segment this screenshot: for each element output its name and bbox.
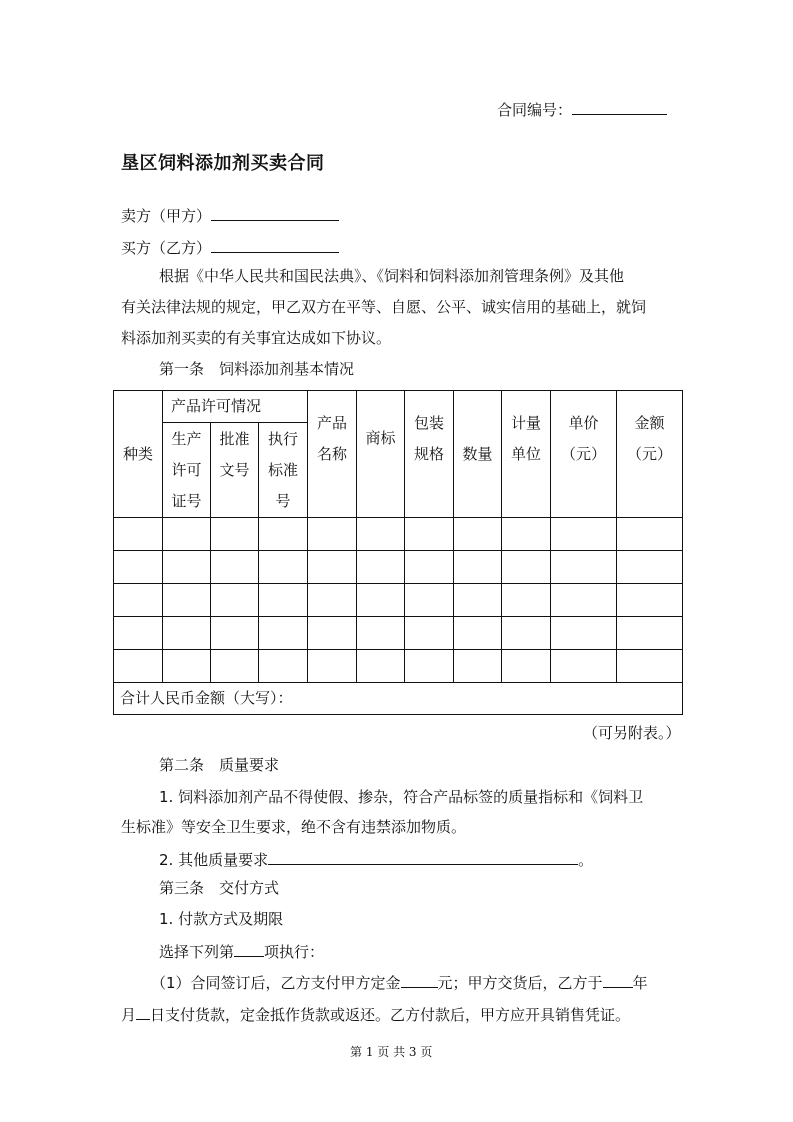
contract-number-blank[interactable] bbox=[572, 98, 667, 115]
header-license-group: 产品许可情况 bbox=[163, 391, 308, 423]
contract-number-label: 合同编号： bbox=[497, 101, 573, 119]
table-row[interactable] bbox=[114, 650, 683, 683]
seller-label: 卖方（甲方） bbox=[121, 207, 212, 225]
header-kind: 种类 bbox=[114, 391, 163, 518]
header-license-number: 生产 许可 证号 bbox=[163, 423, 211, 518]
quality-item-1-line-1: 1. 饲料添加剂产品不得使假、掺杂，符合产品标签的质量指标和《饲料卫 bbox=[159, 788, 644, 806]
table-row[interactable] bbox=[114, 617, 683, 650]
buyer-label: 买方（乙方） bbox=[121, 239, 212, 257]
article-3-heading: 第三条 交付方式 bbox=[159, 879, 280, 897]
table-row[interactable] bbox=[114, 551, 683, 584]
header-trademark: 商标 bbox=[357, 391, 405, 518]
header-package: 包装 规格 bbox=[405, 391, 454, 518]
month-blank[interactable] bbox=[136, 1003, 150, 1020]
option-1-line-2: 月 日支付货款，定金抵作货款或返还。乙方付款后，甲方应开具销售凭证。 bbox=[121, 1003, 630, 1025]
attach-note: （可另附表。） bbox=[583, 724, 681, 742]
header-standard-number: 执行 标准 号 bbox=[259, 423, 308, 518]
option-1-line-1: （1）合同签订后，乙方支付甲方定金 元；甲方交货后，乙方于 年 bbox=[151, 971, 648, 993]
header-quantity: 数量 bbox=[454, 391, 502, 518]
quality-item-2-label: 2. 其他质量要求 bbox=[159, 851, 269, 869]
intro-line-2: 有关法律法规的规定，甲乙双方在平等、自愿、公平、诚实信用的基础上，就饲 bbox=[121, 298, 647, 316]
total-amount-row[interactable]: 合计人民币金额（大写）： bbox=[114, 683, 683, 715]
quality-item-2-blank[interactable] bbox=[268, 848, 578, 865]
intro-line-1: 根据《中华人民共和国民法典》、《饲料和饲料添加剂管理条例》及其他 bbox=[159, 267, 625, 285]
year-blank[interactable] bbox=[603, 971, 633, 988]
table-row[interactable] bbox=[114, 518, 683, 551]
quality-item-1-line-2: 生标准》等安全卫生要求，绝不含有违禁添加物质。 bbox=[121, 818, 467, 836]
product-table bbox=[113, 390, 683, 715]
deposit-blank[interactable] bbox=[401, 971, 438, 988]
contract-number-line bbox=[497, 98, 667, 120]
seller-line bbox=[121, 204, 339, 226]
payment-heading: 1. 付款方式及期限 bbox=[159, 910, 284, 928]
header-amount: 金额 （元） bbox=[617, 391, 683, 518]
article-2-heading: 第二条 质量要求 bbox=[159, 756, 280, 774]
header-unit: 计量 单位 bbox=[502, 391, 551, 518]
header-unit-price: 单价 （元） bbox=[551, 391, 617, 518]
header-product-name: 产品 名称 bbox=[308, 391, 357, 518]
quality-item-2: 2. 其他质量要求 。 bbox=[159, 848, 593, 870]
article-1-heading: 第一条 饲料添加剂基本情况 bbox=[159, 360, 355, 378]
intro-line-3: 料添加剂买卖的有关事宜达成如下协议。 bbox=[121, 329, 392, 347]
buyer-line bbox=[121, 236, 339, 258]
page-footer: 第 1 页 共 3 页 bbox=[350, 1045, 433, 1059]
header-approval-number: 批准 文号 bbox=[211, 423, 259, 518]
seller-blank[interactable] bbox=[211, 204, 339, 221]
option-number-blank[interactable] bbox=[234, 940, 264, 957]
buyer-blank[interactable] bbox=[211, 236, 339, 253]
page-title: 垦区饲料添加剂买卖合同 bbox=[121, 153, 325, 174]
choose-option-line: 选择下列第 项执行： bbox=[159, 940, 324, 962]
table-row[interactable] bbox=[114, 584, 683, 617]
